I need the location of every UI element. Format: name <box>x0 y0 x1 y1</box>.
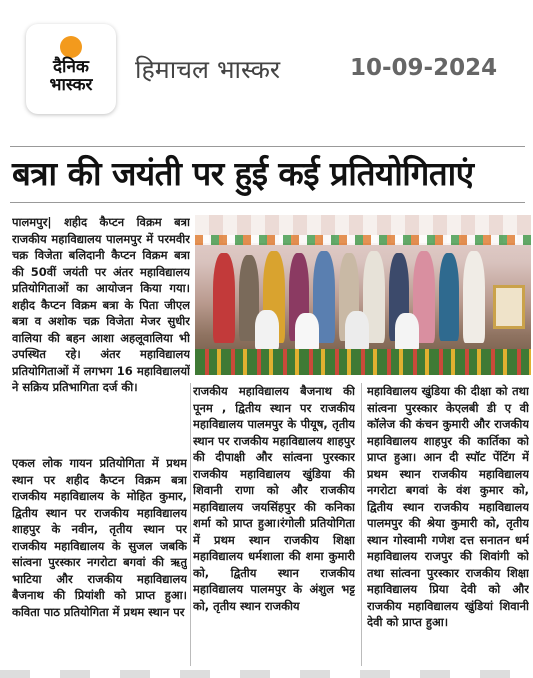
article-column-1a <box>12 214 190 454</box>
article-paragraph: महाविद्यालय खुंडिया की दीक्षा को तथा सांत्वना पुरस्कार केएलबी डी ए वी कॉलेज की कंचन कुमारी और राजकीय महाविद्यालय शाहपुर की कार्तिका को प्राप्त हुआ। आन दी स्पॉट पेंटिंग में प्रथम स्थान राजकीय महाविद्यालय नगरोटा बगवां के वंश कुमार को, द्वितीय स्थान राजकीय महाविद्यालय पालमपुर की श्रेया कुमारी को, तृतीय स्थान गोस्वामी गणेश दत्त सनातन धर्म महाविद्यालय राजपुर की शिवांगी को तथा सांत्वना पुरस्कार राजकीय शिक्षा महाविद्यालय प्रिया देवी को और राजकीय महाविद्यालय खुंडियां शिवानी देवी को प्राप्त हुआ। <box>367 384 529 629</box>
article-column-3 <box>367 383 529 668</box>
publication-date: 10-09-2024 <box>350 55 498 81</box>
dainik-bhaskar-logo <box>26 24 116 114</box>
column-divider <box>361 383 362 666</box>
framed-portrait <box>493 285 525 329</box>
divider <box>10 202 525 203</box>
photo-student <box>255 310 279 350</box>
page-bottom-strip <box>0 670 533 678</box>
photo-student <box>345 311 369 351</box>
sun-icon <box>60 36 82 58</box>
photo-person <box>463 251 485 343</box>
article-column-2 <box>193 383 355 668</box>
article-paragraph: राजकीय महाविद्यालय बैजनाथ की पूनम , द्वितीय स्थान पर राजकीय महाविद्यालय पालमपुर के पीयूष, तृतीय स्थान पर राजकीय महाविद्यालय शाहपुर की दीपाक्षी और सांत्वना पुरस्कार राजकीय महाविद्यालय खुंडिया की शिवानी राणा को और राजकीय महाविद्यालय जयसिंहपुर की कनिका शर्मा को प्राप्त हुआ।रंगोली प्रतियोगिता में प्रथम स्थान राजकीय शिक्षा महाविद्यालय धर्मशाला की शमा कुमारी को, द्वितीय स्थान राजकीय महाविद्यालय पालमपुर के अंशुल भट्ट को, तृतीय स्थान राजकीय <box>193 384 355 613</box>
article-column-1b <box>12 455 187 665</box>
logo-text-line1: दैनिक <box>53 57 89 77</box>
article-paragraph: एकल लोक गायन प्रतियोगिता में प्रथम स्थान पर शहीद कैप्टन विक्रम बत्रा राजकीय महाविद्यालय के मोहित कुमार, द्वितीय स्थान पर राजकीय महाविद्यालय शाहपुर के नवीन, तृतीय स्थान पर राजकीय महाविद्यालय के सुजल जबकि सांत्वना पुरस्कार नगरोटा बगवां की ऋतु भाटिया और राजकीय महाविद्यालय बैजनाथ की प्रियांशी को प्राप्त हुआ। कविता पाठ प्रतियोगिता में प्रथम स्थान पर <box>12 456 187 619</box>
divider <box>10 146 525 147</box>
photo-flowers <box>195 349 531 375</box>
photo-person <box>439 253 459 341</box>
photo-student <box>295 313 319 351</box>
column-divider <box>190 383 191 666</box>
photo-student <box>395 313 419 351</box>
article-paragraph: | शहीद कैप्टन विक्रम बत्रा राजकीय महाविद्यालय पालमपुर में परमवीर चक्र विजेता बलिदानी कैप्टन विक्रम बत्रा की 50वीं जयंती पर अंतर महाविद्यालय प्रतियोगिताओं का आयोजन किया गया। शहीद कैप्टन विक्रम बत्रा के पिता जीएल बत्रा व अशोक चक्र विजेता मेजर सुधीर वालिया की बहन आशा अहलूवालिया भी उपस्थित रहे। अंतर महाविद्यालय प्रतियोगिताओं में लगभग 16 महाविद्यालयों ने सक्रिय प्रतिभागिता दर्ज की। <box>12 215 190 394</box>
article-headline: बत्रा की जयंती पर हुई कई प्रतियोगिताएं <box>12 154 474 193</box>
photo-bunting <box>195 235 531 245</box>
logo-text-line2: भास्कर <box>49 75 93 95</box>
newspaper-header <box>0 0 533 118</box>
article-photo <box>195 215 531 375</box>
photo-person <box>213 253 235 343</box>
edition-name: हिमाचल भास्कर <box>135 55 281 84</box>
article-dateline: पालमपुर <box>12 215 48 229</box>
